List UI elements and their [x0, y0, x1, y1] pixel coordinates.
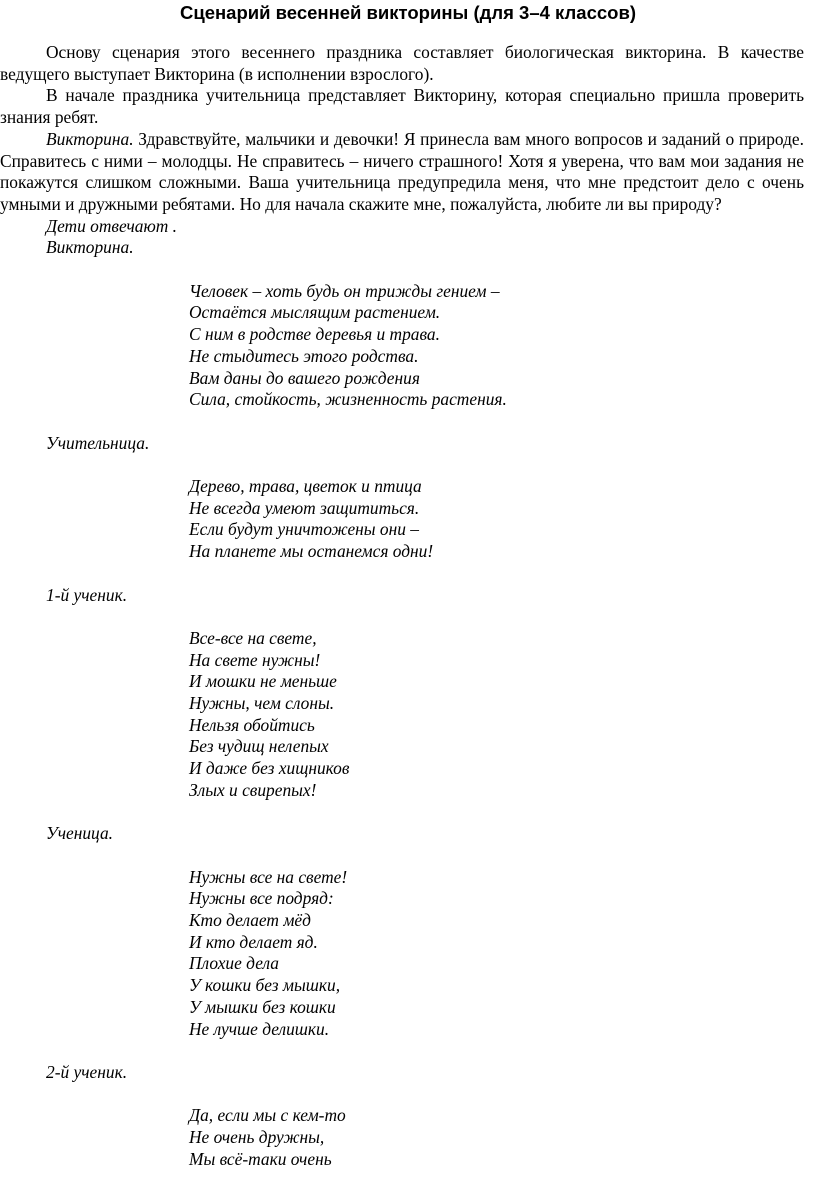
verse-line: И мошки не меньше — [189, 671, 337, 692]
victorina-greeting-paragraph — [0, 129, 804, 216]
verse-block-4 — [0, 867, 804, 1041]
verse-line: У мышки без кошки — [189, 996, 336, 1017]
verse-line: Нужны все подряд: — [189, 888, 334, 909]
verse-line: Без чудищ нелепых — [189, 736, 329, 757]
speaker-label: Учительница. — [46, 432, 150, 453]
spacer — [0, 1040, 804, 1062]
verse-line: И даже без хищников — [189, 758, 350, 779]
intro-paragraph-1: Основу сценария этого весеннего праздника составляет биологическая викторина. В качестве ведущего выступает Викторина (в исполнении взрослого). — [0, 42, 804, 84]
verse-line: Остаётся мыслящим растением. — [189, 302, 441, 323]
spacer — [0, 454, 804, 476]
verse-block-1 — [0, 281, 804, 411]
verse-line: У кошки без мышки, — [189, 975, 341, 996]
verse-line: Вам даны до вашего рождения — [189, 367, 420, 388]
verse-line: Не всегда умеют защититься. — [189, 497, 420, 518]
speaker-label: 2-й ученик. — [46, 1061, 128, 1082]
verse-line: Нужны все на свете! — [189, 866, 348, 887]
verse-line: Нельзя обойтись — [189, 714, 315, 735]
verse-line: Не очень дружны, — [189, 1127, 325, 1148]
greeting-text: Здравствуйте, мальчики и девочки! Я принесла вам много вопросов и заданий о природе. Справитесь с ними – молодцы. Не справитесь – ничего страшного! Хотя я уверена, что вам мои задания не покажутся слишком сложными. Ваша учительница предупредила меня, что мне предстоит дело с очень умными и дружными ребятами. Но для начала скажите мне, пожалуйста, любите ли вы природу? — [0, 128, 804, 214]
verse-line: С ним в родстве деревья и трава. — [189, 324, 440, 345]
spacer — [0, 845, 804, 867]
spacer — [0, 563, 804, 585]
spacer — [0, 1084, 804, 1106]
speaker-label: Викторина. — [46, 237, 134, 258]
verse-line: Человек – хоть будь он трижды гением – — [189, 280, 500, 301]
verse-line: Не лучше делишки. — [189, 1018, 330, 1039]
verse-block-5 — [0, 1105, 804, 1170]
document-body — [0, 42, 804, 1170]
verse-line: На планете мы останемся одни! — [189, 541, 434, 562]
intro-paragraph-2: В начале праздника учительница представляет Викторину, которая специально пришла проверить знания ребят. — [0, 85, 804, 128]
verse-line: Кто делает мёд — [189, 910, 311, 931]
verse-line: Не стыдитесь этого родства. — [189, 345, 419, 366]
verse-line: Мы всё-таки очень — [189, 1148, 332, 1169]
verse-line: Сила, стойкость, жизненность растения. — [189, 389, 507, 410]
verse-line: Нужны, чем слоны. — [189, 693, 335, 714]
verse-line: Да, если мы с кем-то — [189, 1105, 346, 1126]
spacer — [0, 411, 804, 433]
stage-direction: Дети отвечают . — [46, 215, 177, 236]
verse-line: Плохие дела — [189, 953, 279, 974]
speaker-label: 1-й ученик. — [46, 584, 128, 605]
speaker-label: Викторина. — [46, 128, 134, 149]
verse-block-3 — [0, 628, 804, 802]
speaker-label: Ученица. — [46, 823, 113, 844]
spacer — [0, 802, 804, 824]
spacer — [0, 259, 804, 281]
verse-line: На свете нужны! — [189, 649, 321, 670]
spacer — [0, 606, 804, 628]
verse-line: Дерево, трава, цветок и птица — [189, 476, 422, 497]
document-title: Сценарий весенней викторины (для 3–4 классов) — [179, 2, 636, 23]
verse-block-2 — [0, 476, 804, 563]
verse-line: Злых и свирепых! — [189, 779, 317, 800]
verse-line: Если будут уничтожены они – — [189, 519, 419, 540]
verse-line: И кто делает яд. — [189, 931, 318, 952]
verse-line: Все-все на свете, — [189, 627, 317, 648]
